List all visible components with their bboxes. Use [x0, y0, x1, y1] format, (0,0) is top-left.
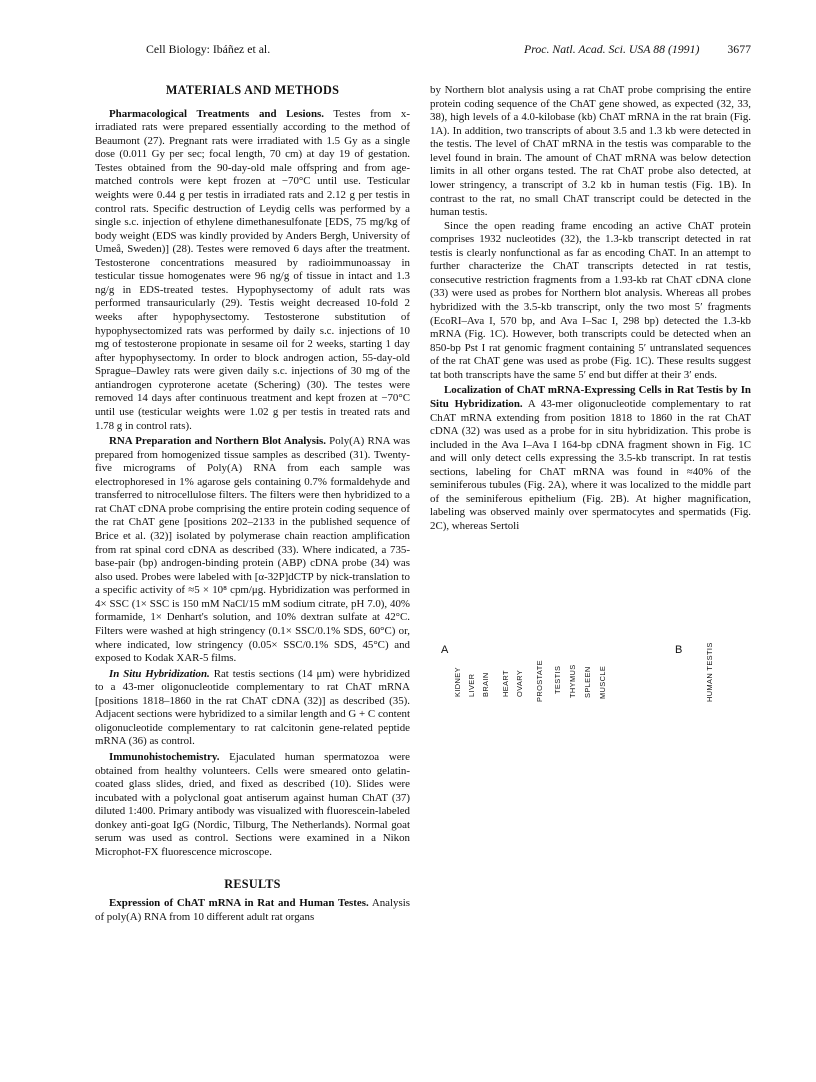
- panel-b-label: B: [675, 644, 683, 656]
- lane-label: THYMUS: [568, 664, 577, 698]
- right-column: [430, 84, 751, 534]
- panel-a-label: A: [441, 644, 449, 656]
- paragraph-text: Analysis of poly(A) RNA from 10 different adult rat organs: [95, 897, 410, 923]
- methods-heading: MATERIALS AND METHODS: [165, 83, 340, 97]
- left-column: [95, 84, 410, 924]
- paragraph-text: Since the open reading frame encoding an active ChAT protein comprises 1932 nucleotides (32), the 1.3-kb transcript detected in rat testis is clearly nonfunctional as far as encoding ChAT. In an attempt to further characterize the ChAT transcripts detected in rat testis, consecutive restriction fragments from a 1.93-kb rat ChAT cDNA clone (33) were used as probes for Northern blot analysis. Whereas all probes hybridized with the 3.5-kb transcript, only the two most 5′ fragments (EcoRI–Ava I, 570 bp, and Ava I–Sac I, 298 bp) detected the 1.3-kb mRNA (Fig. 1C). However, both transcripts could be detected when an 850-bp Pst I rat genomic fragment containing 5′ untranslated sequences of the rat ChAT gene was used as probe (Fig. 1C). These results suggest tat both transcripts have the same 5′ end but differ at their 3′ ends.: [430, 219, 751, 381]
- methods-paragraph: [95, 751, 410, 860]
- paragraph-title: In Situ Hybridization.: [109, 667, 210, 680]
- paragraph-title: Pharmacological Treatments and Lesions.: [109, 107, 324, 120]
- running-header: [146, 42, 751, 58]
- paragraph-text: Poly(A) RNA was prepared from homogenized tissue samples as described (31). Twenty-five micrograms of Poly(A) RNA from each sample was electrophoresed in 1% agarose gels containing 0.7% formaldehyde and transferred to nitrocellulose filters. The filters were then hybridized to a rat ChAT cDNA probe comprising the entire protein coding sequence of the rat ChAT gene [positions 202–2133 in the published sequence of Brice et al. (32)] isolated by polymerase chain reaction amplification from rat spinal cord cDNA as described (33). Where indicated, a 735-base-pair (bp) androgen-binding protein (ABP) cDNA probe (34) was also used. Probes were labeled with [α-32P]dCTP by nick-translation to a specific activity of ≈5 × 10⁸ cpm/μg. Hybridization was performed in 4× SSC (1× SSC is 150 mM NaCl/15 mM sodium citrate, pH 7.0), 40% formamide, 1× Denhart's solution, and 10% dextran sulfate at 42°C. Filters were washed at high stringency (0.1× SSC/0.1% SDS, 60°C) or, where indicated, low stringency (0.05× SSC/0.1% SDS, 45°C) and exposed to Kodak XAR-5 films.: [95, 435, 410, 665]
- paragraph-title: Localization of ChAT mRNA-Expressing Cells in Rat Testis by In Situ Hybridization.: [430, 384, 751, 410]
- lane-label: KIDNEY: [453, 667, 462, 697]
- results-paragraph: [95, 897, 410, 924]
- lane-label: BRAIN: [481, 672, 490, 697]
- lane-label: OVARY: [515, 669, 524, 697]
- paragraph-text: by Northern blot analysis using a rat ChAT probe comprising the entire protein coding sequence of the ChAT gene showed, as expected (32, 33, 38), high levels of a 4.0-kilobase (kb) ChAT mRNA in the rat brain (Fig. 1A). In addition, two transcripts of about 3.5 and 1.3 kb were detected in the testis. The level of ChAT mRNA in the testis was comparable to the level found in brain. The amount of ChAT mRNA was below detection limits in all other organs tested. The rat ChAT probe also detected, at lower stringency, a transcript of 3.2 kb in human testis (Fig. 1B). In contrast to the rat, no small ChAT transcript could be detected in the human testis.: [430, 84, 751, 219]
- lane-label: SPLEEN: [583, 666, 592, 698]
- header-page-number: 3677: [727, 42, 751, 56]
- lane-label: LIVER: [467, 673, 476, 697]
- paragraph-title: RNA Preparation and Northern Blot Analysis.: [109, 435, 326, 448]
- results-heading: RESULTS: [224, 876, 281, 891]
- paragraph-title: Immunohistochemistry.: [109, 751, 220, 763]
- paragraph-text: Rat testis sections (14 μm) were hybridized to a 43-mer oligonucleotide complementary to rat ChAT mRNA [positions 1818–1860 in the rat ChAT cDNA (32)] as described (35). Adjacent sections were hybridized to a similar length and G + C content oligonucleotide complementary to rat calcitonin gene-related peptide mRNA (36) as control.: [95, 667, 411, 748]
- methods-paragraph: [95, 668, 410, 749]
- header-section: Cell Biology: Ibáñez et al.: [146, 42, 271, 56]
- lane-label: HUMAN TESTIS: [705, 642, 714, 702]
- paragraph-text: Testes from x-irradiated rats were prepared essentially according to the method of Beaumont (27). Pregnant rats were irradiated with 1.5 Gy as a single dose (0.011 Gy per sec; focal length, 70 cm) at day 19 of gestation. Testes obtained from the 90-day-old male offspring and from age-matched controls were kept frozen at −70°C until use. Testicular weights were 0.44 g per testis in irradiated rats and 2.12 g per testis in control rats. Specific destruction of Leydig cells was performed by a single s.c. injection of ethylene dimethanesulfonate [EDS, 75 mg/kg of body weight (EDS was kindly provided by Anders Bergh, University of Umeå, Sweden)] (28). Testes were removed 6 days after the treatment. Testosterone concentrations measured by radioimmunoassay in testicular tissue homogenates were 96 ng/g of tissue in intact and 1.3 ng/g in EDS-treated testes. Hypophysectomy of adult rats was performed transauricularly (29). Testis weight decreased 10-fold 2 weeks after hypophysectomy. Testosterone substitution of hypophysectomized rats was performed by daily s.c. injections of 10 mg of testosterone propionate in sesame oil for 2 weeks, starting 1 day after hypophysectomy. In order to block androgen action, 55-day-old Sprague–Dawley rats were given daily s.c. injections of 30 mg of the antiandrogen cyproterone acetate (Schering) (30). The testes were removed 14 days after continuous treatment and kept frozen at −70°C until use (testicular weights were 1.02 g per testis in treated rats and 1.78 g in control rats).: [95, 107, 410, 432]
- results-paragraph: [430, 220, 751, 383]
- paragraph-title: Expression of ChAT mRNA in Rat and Human Testes.: [109, 897, 369, 910]
- paragraph-text: Ejaculated human spermatozoa were obtained from healthy volunteers. Cells were smeared onto gelatin-coated glass slides, dried, and fixed as described (10). Slides were incubated with a polyclonal goat antiserum against human ChAT (37) diluted 1:400. Primary antibody was visualized with fluorescein-labeled donkey anti-goat IgG (Nordic, Tilburg, The Netherlands). Normal goat serum was used as control. Sections were examined in a Nikon Microphot-FX fluorescence microscope.: [95, 751, 410, 858]
- methods-paragraph: [95, 435, 410, 666]
- results-paragraph: [430, 384, 751, 533]
- results-paragraph: [430, 84, 751, 220]
- figure-1: [437, 642, 757, 942]
- lane-label: TESTIS: [553, 665, 562, 694]
- paragraph-text: A 43-mer oligonucleotide complementary to rat ChAT mRNA extending from position 1818 to 1860 in the rat ChAT cDNA (32) was used as a probe for in situ hybridization. This probe is included in the Ava I–Ava I 164-bp cDNA fragment shown in Fig. 1C and will only detect cells expressing the 3.5-kb transcript. In rat testis sections, labeling for ChAT mRNA was found in ≈40% of the seminiferous tubules (Fig. 2A), where it was localized to the middle part of the seminiferous epithelium (Fig. 2B). At higher magnification, labeling was observed mainly over spermatocytes and spermatids (Fig. 2C), whereas Sertoli: [430, 397, 751, 532]
- lane-label: PROSTATE: [535, 660, 544, 702]
- lane-label: MUSCLE: [598, 665, 607, 699]
- methods-paragraph: [95, 108, 410, 434]
- header-journal: Proc. Natl. Acad. Sci. USA 88 (1991): [524, 42, 700, 56]
- lane-label: HEART: [501, 670, 510, 697]
